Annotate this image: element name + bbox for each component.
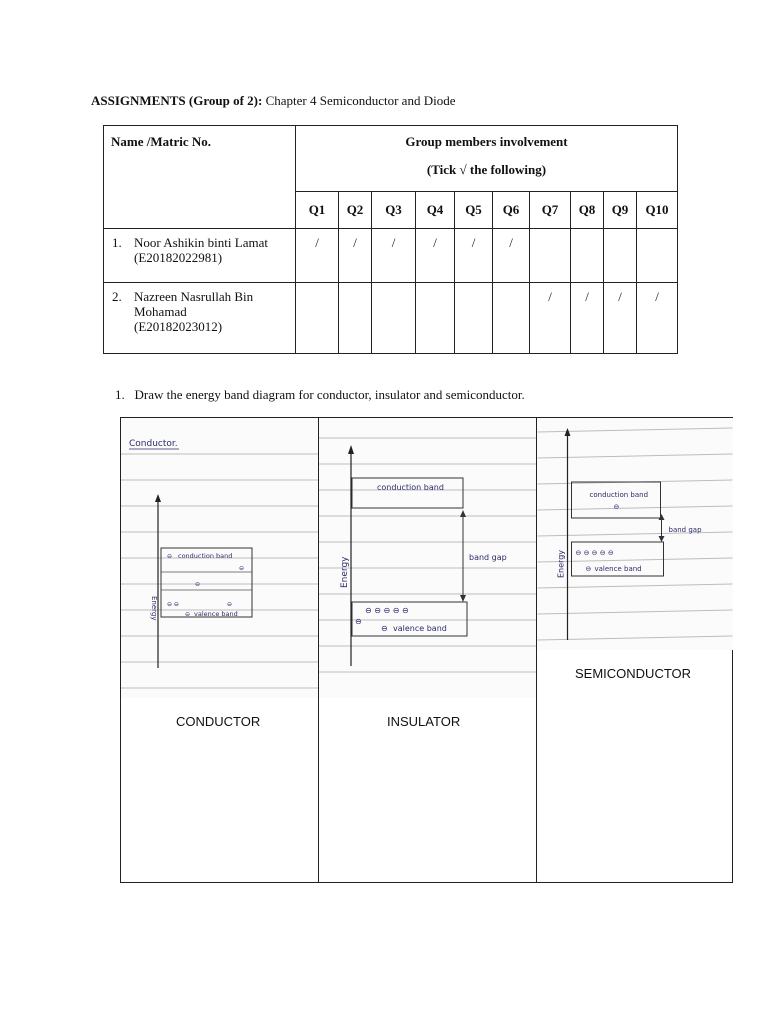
svg-text:⊖: ⊖ (227, 601, 233, 608)
conductor-axis-label: Energy (150, 596, 158, 621)
q-header: Q2 (339, 192, 372, 229)
conductor-title: Conductor. (129, 439, 178, 449)
member-number: 1. (112, 235, 122, 250)
heading-chapter: Chapter 4 Semiconductor and Diode (262, 93, 456, 108)
q-header: Q6 (493, 192, 530, 229)
tick-cell (296, 283, 339, 354)
tick-cell (493, 283, 530, 354)
semiconductor-bottom-band-label: valence band (594, 565, 642, 573)
member-number: 2. (112, 289, 122, 304)
table-row (104, 283, 678, 354)
q-header: Q7 (530, 192, 571, 229)
conductor-top-band-label: conduction band (178, 552, 233, 560)
group-header (296, 126, 678, 192)
member-name: Noor Ashikin binti Lamat (E20182022981) (134, 235, 268, 265)
semiconductor-panel (537, 418, 733, 882)
tick-cell: / (455, 229, 493, 283)
tick-cell: / (571, 283, 604, 354)
semiconductor-sketch (537, 418, 733, 650)
member-cell (104, 283, 296, 354)
tick-cell: / (604, 283, 637, 354)
tick-cell (637, 229, 678, 283)
insulator-bottom-band-label: valence band (393, 624, 447, 633)
semiconductor-axis-label: Energy (556, 549, 566, 578)
question-number: 1. (115, 387, 125, 402)
svg-text:⊖: ⊖ (167, 553, 173, 560)
insulator-top-band-label: conduction band (377, 483, 444, 492)
insulator-sketch (319, 418, 536, 698)
svg-text:⊖ ⊖ ⊖ ⊖ ⊖: ⊖ ⊖ ⊖ ⊖ ⊖ (575, 549, 614, 557)
tick-cell (530, 229, 571, 283)
conductor-sketch (121, 418, 318, 698)
svg-text:⊖ ⊖ ⊖ ⊖ ⊖: ⊖ ⊖ ⊖ ⊖ ⊖ (365, 606, 409, 615)
diagram-box (120, 417, 733, 883)
svg-text:⊖ ⊖: ⊖ ⊖ (167, 601, 179, 608)
semiconductor-gap-label: band gap (668, 526, 702, 534)
group-header-line1: Group members involvement (405, 134, 568, 149)
question-text: Draw the energy band diagram for conductor, insulator and semiconductor. (134, 387, 525, 402)
q-header: Q1 (296, 192, 339, 229)
heading-bold: ASSIGNMENTS (Group of 2): (91, 93, 263, 108)
conductor-caption: CONDUCTOR (176, 714, 261, 729)
table-row (104, 229, 678, 283)
group-header-line2: (Tick √ the following) (426, 162, 547, 177)
question-1 (115, 387, 525, 403)
q-header: Q3 (372, 192, 416, 229)
svg-text:⊖: ⊖ (185, 611, 191, 618)
q-header: Q8 (571, 192, 604, 229)
tick-cell (455, 283, 493, 354)
insulator-panel (319, 418, 537, 882)
tick-cell (416, 283, 455, 354)
tick-cell (339, 283, 372, 354)
semiconductor-top-band-label: conduction band (589, 491, 649, 499)
member-cell (104, 229, 296, 283)
tick-cell (604, 229, 637, 283)
tick-cell (571, 229, 604, 283)
tick-cell: / (339, 229, 372, 283)
group-involvement-table (103, 125, 678, 354)
conductor-bottom-band-label: valence band (194, 610, 238, 618)
conductor-panel (121, 418, 319, 882)
tick-cell (372, 283, 416, 354)
svg-text:⊖: ⊖ (585, 565, 592, 573)
assignment-heading (91, 93, 455, 109)
insulator-axis-label: Energy (340, 556, 350, 588)
insulator-caption: INSULATOR (387, 714, 461, 729)
semiconductor-caption: SEMICONDUCTOR (575, 666, 692, 681)
svg-text:⊖: ⊖ (239, 565, 245, 572)
q-header: Q5 (455, 192, 493, 229)
svg-text:⊖: ⊖ (195, 581, 201, 588)
q-header: Q9 (604, 192, 637, 229)
tick-cell: / (372, 229, 416, 283)
tick-cell: / (637, 283, 678, 354)
tick-cell: / (530, 283, 571, 354)
svg-text:⊖: ⊖ (381, 624, 388, 633)
tick-cell: / (493, 229, 530, 283)
member-name: Nazreen Nasrullah Bin Mohamad (E20182023012) (134, 289, 254, 334)
q-header: Q4 (416, 192, 455, 229)
svg-text:⊖: ⊖ (613, 503, 620, 511)
name-header: Name /Matric No. (104, 126, 296, 229)
tick-cell: / (296, 229, 339, 283)
svg-text:⊖: ⊖ (355, 617, 362, 626)
insulator-gap-label: band gap (469, 553, 507, 562)
tick-cell: / (416, 229, 455, 283)
q-header: Q10 (637, 192, 678, 229)
